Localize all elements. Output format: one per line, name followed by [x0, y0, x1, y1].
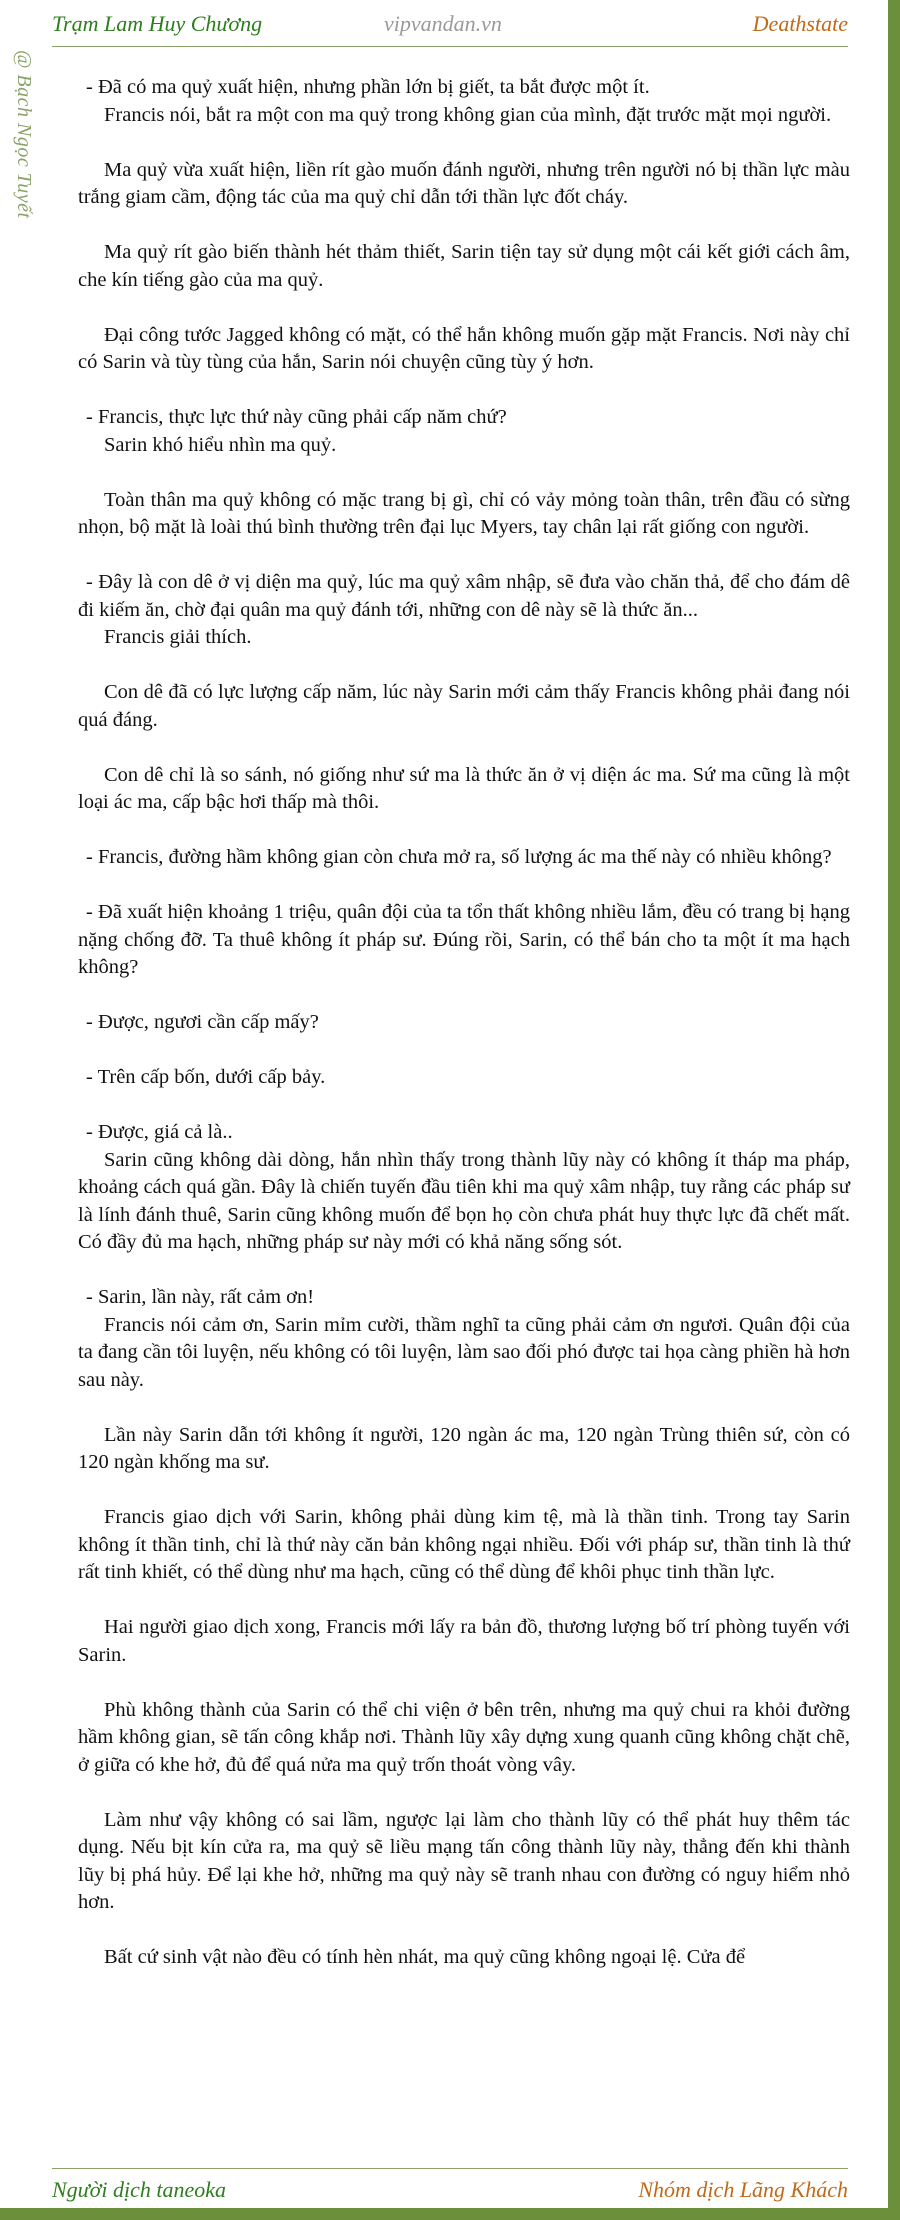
paragraph: Francis giao dịch với Sarin, không phải dùng kim tệ, mà là thần tinh. Trong tay Sarin không ít thần tinh, chỉ là thứ này căn bản không ngại nhiều. Đối với pháp sư, thần tinh là thứ rất tinh khiết, có thể dùng như ma hạch, cũng có thể dùng để khôi phục tinh thần lực.	[78, 1506, 850, 1583]
chapter-text	[78, 74, 850, 1972]
paragraph: Lần này Sarin dẫn tới không ít người, 120 ngàn ác ma, 120 ngàn Trùng thiên sứ, còn có 120 ngàn khống ma sư.	[78, 1423, 850, 1473]
footer-translator: Người dịch taneoka	[52, 2177, 227, 2202]
paragraph: - Francis, đường hầm không gian còn chưa mở ra, số lượng ác ma thế này có nhiều không?	[86, 846, 832, 868]
paragraph: Con dê đã có lực lượng cấp năm, lúc này Sarin mới cảm thấy Francis không phải đang nói quá đáng.	[78, 681, 850, 731]
paragraph: Francis giải thích.	[104, 626, 252, 648]
paragraph: - Được, giá cả là..	[86, 1121, 233, 1143]
paragraph: - Francis, thực lực thứ này cũng phải cấp năm chứ?	[86, 406, 507, 428]
paragraph: Hai người giao dịch xong, Francis mới lấy ra bản đồ, thương lượng bố trí phòng tuyến với Sarin.	[78, 1616, 850, 1666]
paragraph: Bất cứ sinh vật nào đều có tính hèn nhát, ma quỷ cũng không ngoại lệ. Cửa để	[104, 1946, 746, 1968]
footer-group: Nhóm dịch Lãng Khách	[638, 2177, 848, 2202]
header-website: vipvandan.vn	[384, 11, 502, 36]
paragraph: Francis nói cảm ơn, Sarin mỉm cười, thầm nghĩ ta cũng phải cảm ơn ngươi. Quân đội của ta đang cần tôi luyện, nếu không có tôi luyện, làm sao đối phó được tai họa càng phiền hà hơn sau này.	[78, 1313, 850, 1391]
side-watermark: @ Bạch Ngọc Tuyết	[13, 50, 35, 219]
header-book-title: Deathstate	[752, 11, 848, 36]
paragraph: Toàn thân ma quỷ không có mặc trang bị gì, chỉ có vảy mỏng toàn thân, trên đầu có sừng nhọn, bộ mặt là loài thú bình thường trên đại lục Myers, tay chân lại rất giống con người.	[78, 488, 850, 538]
paragraph: - Đã có ma quỷ xuất hiện, nhưng phần lớn bị giết, ta bắt được một ít.	[86, 76, 650, 98]
page-header	[52, 10, 848, 47]
paragraph: - Đây là con dê ở vị diện ma quỷ, lúc ma quỷ xâm nhập, sẽ đưa vào chăn thả, để cho đám dê đi kiếm ăn, chờ đại quân ma quỷ đánh tới, những con dê này sẽ là thức ăn...	[78, 571, 850, 621]
paragraph: - Sarin, lần này, rất cảm ơn!	[86, 1286, 315, 1308]
paragraph: - Đã xuất hiện khoảng 1 triệu, quân đội của ta tổn thất không nhiều lắm, đều có trang bị hạng nặng chống đỡ. Ta thuê không ít pháp sư. Đúng rồi, Sarin, có thể bán cho ta một ít ma hạch không?	[78, 901, 850, 978]
paragraph: Ma quỷ vừa xuất hiện, liền rít gào muốn đánh người, nhưng trên người nó bị thần lực màu trắng giam cầm, động tác của ma quỷ chỉ dẫn tới thần lực đốt cháy.	[78, 158, 850, 208]
header-site-name: Trạm Lam Huy Chương	[52, 11, 263, 36]
paragraph: - Được, ngươi cần cấp mấy?	[86, 1011, 319, 1033]
paragraph: Con dê chỉ là so sánh, nó giống như sứ ma là thức ăn ở vị diện ác ma. Sứ ma cũng là một loại ác ma, cấp bậc hơi thấp mà thôi.	[78, 763, 850, 813]
paragraph: Ma quỷ rít gào biến thành hét thảm thiết, Sarin tiện tay sử dụng một cái kết giới cách âm, che kín tiếng gào của ma quỷ.	[78, 241, 850, 291]
paragraph: Đại công tước Jagged không có mặt, có thể hắn không muốn gặp mặt Francis. Nơi này chỉ có Sarin và tùy tùng của hắn, Sarin nói chuyện cũng tùy ý hơn.	[78, 323, 850, 373]
paragraph: - Trên cấp bốn, dưới cấp bảy.	[86, 1066, 326, 1088]
page-footer	[52, 2168, 848, 2201]
paragraph: Sarin cũng không dài dòng, hắn nhìn thấy trong thành lũy này có không ít tháp ma pháp, khoảng cách quá gần. Đây là chiến tuyến đầu tiên khi ma quỷ xâm nhập, tuy rằng các pháp sư là lính đánh thuê, Sarin cũng không muốn để bọn họ còn chưa phát huy thực lực đã chết mất. Có đầy đủ ma hạch, những pháp sư này mới có khả năng sống sót.	[78, 1148, 850, 1253]
paragraph: Francis nói, bắt ra một con ma quỷ trong không gian của mình, đặt trước mặt mọi người.	[104, 103, 832, 126]
paragraph: Sarin khó hiểu nhìn ma quỷ.	[104, 433, 337, 456]
paragraph: Làm như vậy không có sai lầm, ngược lại làm cho thành lũy có thể phát huy thêm tác dụng. Nếu bịt kín cửa ra, ma quỷ sẽ liều mạng tấn công thành lũy này, thẳng đến khi thành lũy bị phá hủy. Để lại khe hở, những ma quỷ này sẽ tranh nhau con đường có nguy hiểm nhỏ hơn.	[78, 1808, 850, 1913]
paragraph: Phù không thành của Sarin có thể chi viện ở bên trên, nhưng ma quỷ chui ra khỏi đường hầm không gian, sẽ tấn công khắp nơi. Thành lũy xây dựng xung quanh cũng không chặt chẽ, ở giữa có khe hở, đủ để quá nửa ma quỷ trốn thoát vòng vây.	[78, 1698, 850, 1776]
